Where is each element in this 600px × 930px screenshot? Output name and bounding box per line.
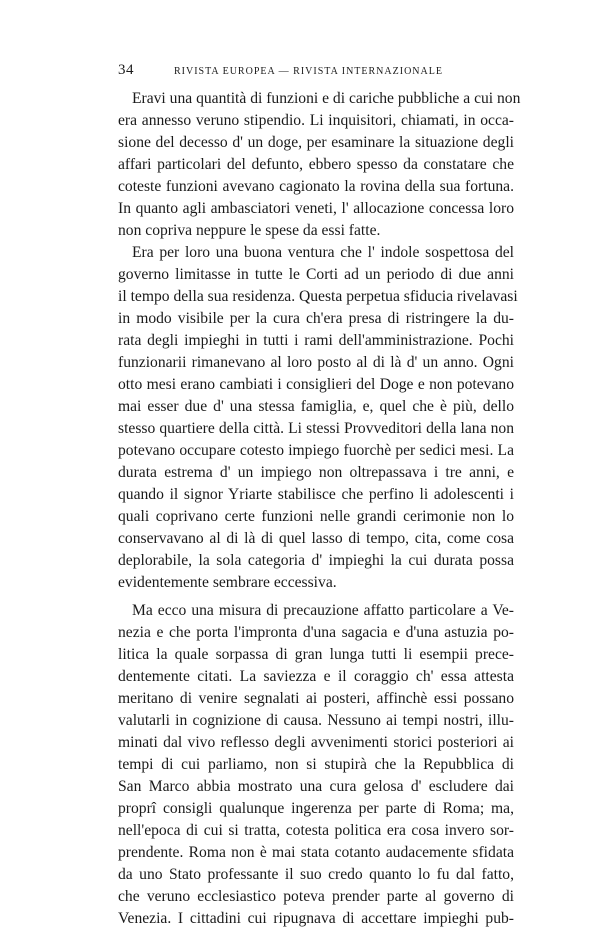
text-line: potevano occupare cotesto impiego fuorchè per sedici mesi. La [118, 442, 514, 459]
paragraph [118, 88, 521, 242]
text-line: quando il signor Yriarte stabilisce che perfino li adolescenti i [118, 486, 514, 503]
text-line: sione del decesso d' un doge, per esaminare la situazione degli [118, 134, 514, 151]
text-line: che veruno ecclesiastico poteva prender parte al governo di [118, 888, 514, 905]
text-line: In quanto agli ambasciatori veneti, l' allocazione concessa loro [118, 200, 514, 217]
text-line: tempi di cui parliamo, non si stupirà che la Repubblica di [118, 756, 514, 773]
text-line: proprî consigli qualunque ingerenza per parte di Roma; ma, [118, 800, 514, 817]
text-line: San Marco abbia mostrato una cura gelosa d' escludere dai [118, 778, 514, 795]
paragraph [118, 242, 518, 594]
text-line: meritano di venire segnalati ai posteri, affinchè essi possano [118, 690, 514, 707]
text-line: conservavano al di là di quel lasso di tempo, cita, come cosa [118, 530, 514, 547]
text-line: Eravi una quantità di funzioni e di cariche pubbliche a cui non [132, 90, 521, 107]
running-title: RIVISTA EUROPEA — RIVISTA INTERNAZIONALE [174, 66, 443, 77]
text-line: funzionarii rimanevano al loro posto al di là d' un anno. Ogni [118, 354, 514, 371]
text-line: litica la quale sorpassa di gran lunga tutti li esempii prece- [118, 646, 514, 663]
body-text [118, 88, 521, 930]
text-line: coteste funzioni avevano cagionato la rovina della sua fortuna. [118, 178, 514, 195]
text-line: Era per loro una buona ventura che l' indole sospettosa del [132, 244, 514, 261]
page-number: 34 [118, 62, 134, 78]
text-line: mai esser due d' una stessa famiglia, e, quel che è più, dello [118, 398, 514, 415]
text-line: nezia e che porta l'impronta d'una sagacia e d'una astuzia po- [118, 624, 514, 641]
page-header [118, 62, 514, 82]
text-line: otto mesi erano cambiati i consiglieri del Doge e non potevano [118, 376, 514, 393]
text-line: valutarli in cognizione di causa. Nessuno ai tempi nostri, illu- [118, 712, 514, 729]
text-line: rata degli impieghi in tutti i rami dell'amministrazione. Pochi [118, 332, 514, 349]
text-line: stesso quartiere della città. Li stessi Provveditori della lana non [118, 420, 514, 437]
text-line: Ma ecco una misura di precauzione affatto particolare a Ve- [132, 602, 514, 619]
text-line: nell'epoca di cui si tratta, cotesta politica era cosa invero sor- [118, 822, 514, 839]
paragraph [118, 600, 514, 930]
text-line: Venezia. I cittadini cui ripugnava di accettare impieghi pub- [118, 910, 514, 927]
text-line: in modo visibile per la cura ch'era presa di ristringere la du- [118, 310, 514, 327]
text-line: durata estrema d' un impiego non oltrepassava i tre anni, e [118, 464, 514, 481]
text-line: prendente. Roma non è mai stata cotanto audacemente sfidata [118, 844, 514, 861]
text-line: non copriva neppure le spese da essi fatte. [118, 222, 381, 239]
text-line: era annesso veruno stipendio. Li inquisitori, chiamati, in occa- [118, 112, 514, 129]
text-line: il tempo della sua residenza. Questa perpetua sfiducia rivelavasi [118, 288, 518, 305]
text-line: governo limitasse in tutte le Corti ad un periodo di due anni [118, 266, 514, 283]
text-line: evidentemente sembrare eccessiva. [118, 574, 337, 591]
text-line: quali coprivano certe funzioni nelle grandi cerimonie non lo [118, 508, 514, 525]
text-line: dentemente citati. La saviezza e il coraggio ch' essa attesta [118, 668, 514, 685]
text-line: da uno Stato professante il suo credo quanto lo fu dal fatto, [118, 866, 514, 883]
text-line: affari particolari del defunto, ebbero spesso da constatare che [118, 156, 514, 173]
text-line: minati dal vivo reflesso degli avvenimenti storici posteriori ai [118, 734, 514, 751]
text-line: deplorabile, la sola categoria d' impieghi la cui durata possa [118, 552, 514, 569]
